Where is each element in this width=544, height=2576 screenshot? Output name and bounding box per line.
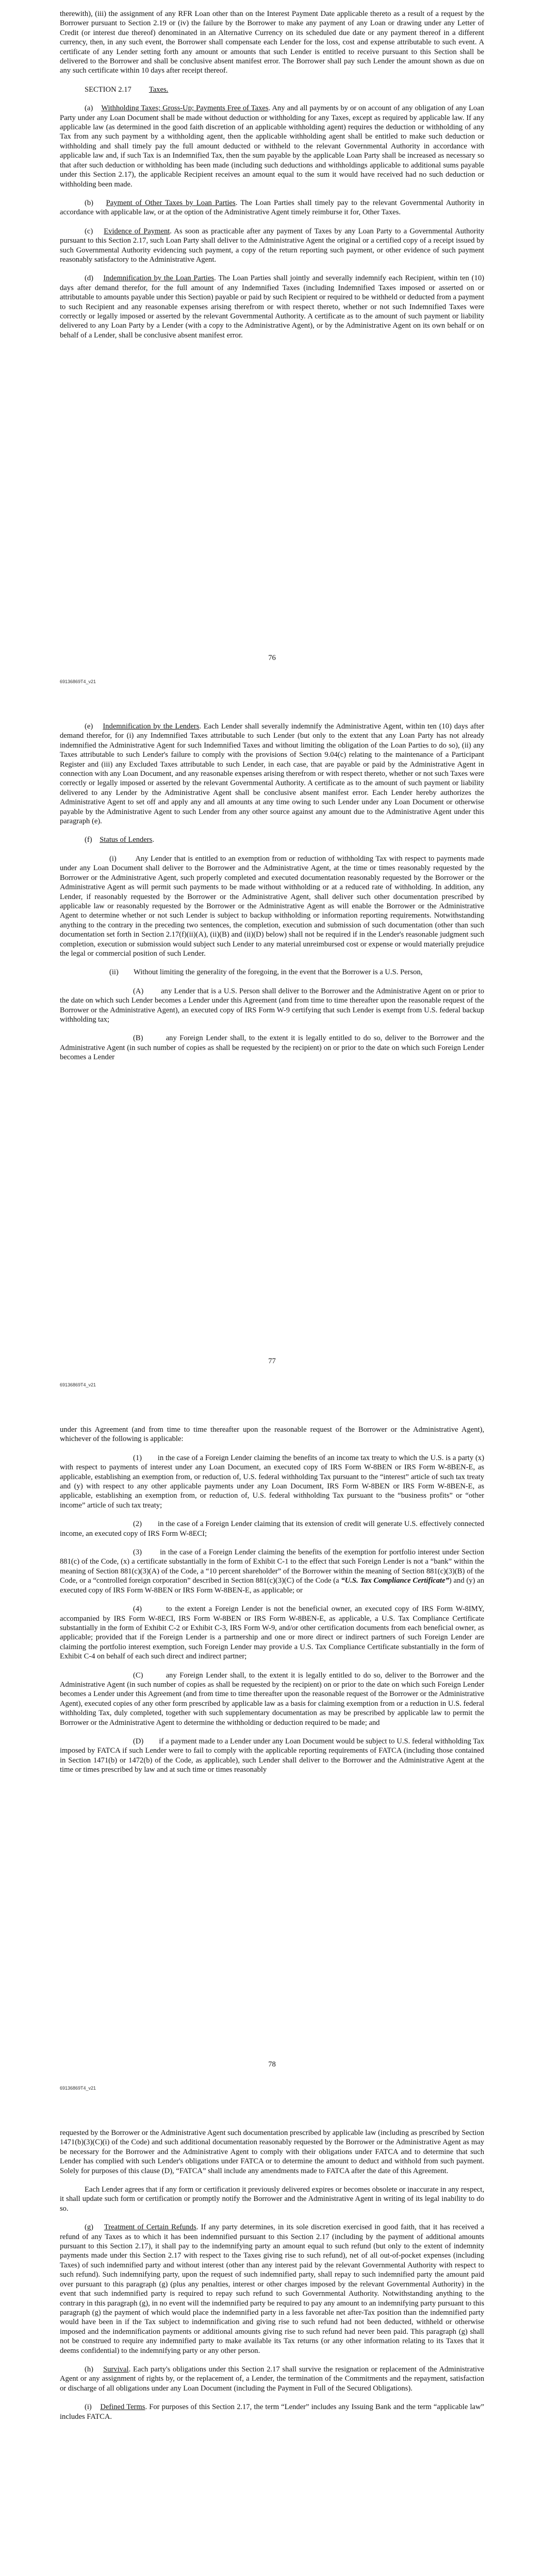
paragraph	[60, 835, 484, 844]
paragraph	[60, 1548, 484, 1595]
clause-label: (f)	[85, 836, 92, 844]
clause-heading: Status of Lenders	[100, 836, 153, 844]
paragraph: under this Agreement (and from time to time thereafter upon the reasonable request of the Borrower or the Administrative Agent), whichever of the following is applicable:	[60, 1426, 484, 1444]
paragraph	[60, 104, 484, 189]
paragraph	[60, 227, 484, 265]
clause-text: any Foreign Lender shall, to the extent it is legally entitled to do so, deliver to the Borrower and the Administrative Agent (in such number of copies as shall be requested by the recipient) on or prior to the date on which such Foreign Lender becomes a Lender under this Agreement (and from time to time thereafter upon the reasonable request of the Borrower or the Administrative Agent), executed copies of any other form prescribed by applicable law as a basis for claiming exemption from or a reduction in U.S. federal withholding Tax, duly completed, together with such supplementary documentation as may be prescribed by applicable law to permit the Borrower or the Administrative Agent to determine the withholding or deduction required to be made; and	[60, 1671, 485, 1727]
paragraph	[60, 2365, 484, 2393]
defined-term: “U.S. Tax Compliance Certificate”	[341, 1577, 449, 1585]
clause-text: to the extent a Foreign Lender is not the beneficial owner, an executed copy of IRS Form W-8IMY, accompanied by IRS Form W-8ECI, IRS Form W-8BEN or IRS Form W-8BEN-E, as applicable, a U.S. Tax Compliance Certificate substantially in the form of Exhibit C-2 or Exhibit C-3, IRS Form W-9, and/or other certification documents from each beneficial owner, as applicable; provided that if the Foreign Lender is a partnership and one or more direct or indirect partners of such Foreign Lender are claiming the portfolio interest exemption, such Foreign Lender may provide a U.S. Tax Compliance Certificate substantially in the form of Exhibit C-4 on behalf of each such direct and indirect partner;	[60, 1605, 484, 1661]
clause-label: (d)	[85, 274, 94, 283]
clause-label: (b)	[85, 198, 94, 207]
paragraph	[60, 198, 484, 217]
document-page	[0, 1406, 544, 2110]
clause-label: (c)	[85, 227, 93, 235]
clause-text: . Each party's obligations under this Section 2.17 shall survive the resignation or replacement of the Administrative Agent or any assignment of rights by, or the replacement of, a Lender, the termination of the Commitments and the repayment, satisfaction or discharge of all obligations under any Loan Document (including the Payment in Full of the Secured Obligations).	[60, 2365, 485, 2393]
clause-text: if a payment made to a Lender under any Loan Document would be subject to U.S. federal withholding Tax imposed by FATCA if such Lender were to fail to comply with the applicable reporting requirements of FATCA (including those contained in Section 1471(b) or 1472(b) of the Code, as applicable), such Lender shall deliver to the Borrower and the Administrative Agent at the time or times prescribed by law and at such time or times reasonably	[60, 1737, 484, 1774]
clause-text: in the case of a Foreign Lender claiming that its extension of credit will generate U.S. effectively connected income, an executed copy of IRS Form W-8ECI;	[60, 1520, 484, 1538]
clause-label: (C)	[133, 1671, 143, 1680]
clause-heading: Indemnification by the Lenders	[103, 722, 200, 731]
document-id: 69136869T4_v21	[60, 679, 96, 684]
document-page	[0, 703, 544, 1406]
clause-text: any Lender that is a U.S. Person shall deliver to the Borrower and the Administrative Agent on or prior to the date on which such Lender becomes a Lender under this Agreement (and from time to time thereafter upon the reasonable request of the Borrower or the Administrative Agent), an executed copy of IRS Form W-9 certifying that such Lender is exempt from U.S. federal backup withholding tax;	[60, 987, 484, 1024]
clause-text: . Any and all payments by or on account of any obligation of any Loan Party under any Loan Document shall be made without deduction or withholding for any Taxes, except as required by applicable law. If any applicable law (as determined in the good faith discretion of an applicable withholding agent) requires the deduction or withholding of any Tax from any such payment by a withholding agent, then the applicable withholding agent shall be entitled to make such deduction or withholding and shall timely pay the full amount deducted or withheld to the relevant Governmental Authority in accordance with applicable law and, if such Tax is an Indemnified Tax, then the sum payable by the applicable Loan Party shall be increased as necessary so that after such deduction or withholding has been made (including such deductions and withholdings applicable to additional sums payable under this Section 2.17), the applicable Recipient receives an amount equal to the sum it would have received had no such deduction or withholding been made.	[60, 104, 485, 189]
clause-label: (a)	[85, 104, 93, 113]
clause-heading: Withholding Taxes; Gross-Up; Payments Free of Taxes	[101, 104, 269, 113]
clause-label: (3)	[133, 1548, 142, 1557]
clause-heading: Treatment of Certain Refunds	[104, 2223, 196, 2232]
clause-heading: Indemnification by the Loan Parties	[103, 274, 215, 283]
paragraph	[60, 1737, 484, 1775]
paragraph: therewith), (iii) the assignment of any RFR Loan other than on the Interest Payment Date applicable thereto as a result of a request by the Borrower pursuant to Section 2.19 or (iv) the failure by the Borrower to make any payment of any Loan or drawing under any Letter of Credit (or interest due thereof) denominated in an Alternative Currency on its scheduled due date or any payment thereof in a different currency, then, in any such event, the Borrower shall compensate each Lender for the loss, cost and expense attributable to such event. A certificate of any Lender setting forth any amount or amounts that such Lender is entitled to receive pursuant to this Section shall be delivered to the Borrower and shall be conclusive absent manifest error. The Borrower shall pay such Lender the amount shown as due on any such certificate within 10 days after receipt thereof.	[60, 10, 484, 75]
paragraph	[60, 2402, 484, 2421]
paragraph	[60, 854, 484, 958]
clause-heading: Payment of Other Taxes by Loan Parties	[106, 198, 236, 207]
page-number: 78	[268, 2060, 276, 2069]
clause-text: ) and (y) an executed copy of IRS Form W-8BEN or IRS Form W-8BEN-E, as applicable; or	[60, 1577, 484, 1595]
page-number: 77	[268, 1357, 276, 1365]
clause-label: (g)	[85, 2223, 94, 2232]
clause-text: in the case of a Foreign Lender claiming the benefits of the exemption for portfolio interest under Section 881(c) of the Code, (x) a certificate substantially in the form of Exhibit C-1 to the effect that such Foreign Lender is not a “bank” within the meaning of Section 881(c)(3)(A) of the Code, a “10 percent shareholder” of the Borrower within the meaning of Section 881(c)(3)(B) of the Code, or a “controlled foreign corporation” described in Section 881(c)(3)(C) of the Code (a	[60, 1548, 484, 1585]
paragraph	[60, 1671, 484, 1727]
clause-text: . Each Lender shall severally indemnify the Administrative Agent, within ten (10) days after demand therefor, for (i) any Indemnified Taxes attributable to such Lender (but only to the extent that any Loan Party has not already indemnified the Administrative Agent for such Indemnified Taxes and without limiting the obligation of the Loan Parties to do so), (ii) any Taxes attributable to such Lender's failure to comply with the provisions of Section 9.04(c) relating to the maintenance of a Participant Register and (iii) any Excluded Taxes attributable to such Lender, in each case, that are payable or paid by the Administrative Agent in connection with any Loan Document, and any reasonable expenses arising therefrom or with respect thereto, whether or not such Taxes were correctly or legally imposed or asserted by the relevant Governmental Authority. A certificate as to the amount of such payment or liability delivered to any Lender by the Administrative Agent shall be conclusive absent manifest error. Each Lender hereby authorizes the Administrative Agent to set off and apply any and all amounts at any time owing to such Lender under any Loan Document or otherwise payable by the Administrative Agent to such Lender from any other source against any amount due to the Administrative Agent under this paragraph (e).	[60, 722, 485, 826]
paragraph	[60, 1604, 484, 1661]
document-page	[0, 0, 544, 703]
clause-label: (D)	[133, 1737, 144, 1745]
section-heading	[60, 85, 484, 94]
paragraph	[60, 722, 484, 826]
section-number: SECTION 2.17	[85, 85, 131, 94]
clause-label: (i)	[85, 2403, 92, 2412]
clause-label: (2)	[133, 1520, 142, 1529]
clause-label: (h)	[85, 2365, 94, 2374]
document-id: 69136869T4_v21	[60, 2086, 96, 2091]
paragraph	[60, 968, 484, 977]
clause-label: (i)	[109, 854, 117, 863]
clause-label: (e)	[85, 722, 93, 731]
clause-text: . As soon as practicable after any payment of Taxes by any Loan Party to a Governmental Authority pursuant to this Section 2.17, such Loan Party shall deliver to the Administrative Agent the original or a certified copy of a receipt issued by such Governmental Authority evidencing such payment, a copy of the return reporting such payment, or other evidence of such payment reasonably satisfactory to the Administrative Agent.	[60, 227, 484, 264]
clause-text: any Foreign Lender shall, to the extent it is legally entitled to do so, deliver to the Borrower and the Administrative Agent (in such number of copies as shall be requested by the recipient) on or prior to the date on which such Foreign Lender becomes a Lender	[60, 1034, 485, 1062]
page-number: 76	[268, 654, 276, 662]
clause-text: in the case of a Foreign Lender claiming the benefits of an income tax treaty to which the U.S. is a party (x) with respect to payments of interest under any Loan Document, an executed copy of IRS Form W-8BEN or IRS Form W-8BEN-E, as applicable, establishing an exemption from, or reduction of, U.S. federal withholding Tax pursuant to the “interest” article of such tax treaty and (y) with respect to any other applicable payments under any Loan Document, IRS Form W-8BEN or IRS Form W-8BEN-E, as applicable, establishing an exemption from, or reduction of, U.S. federal withholding Tax pursuant to the “business profits” or “other income” article of such tax treaty;	[60, 1453, 485, 1510]
paragraph	[60, 1519, 484, 1538]
clause-text: Any Lender that is entitled to an exemption from or reduction of withholding Tax with respect to payments made under any Loan Document shall deliver to the Borrower and the Administrative Agent, at the time or times reasonably requested by the Borrower or the Administrative Agent, such properly completed and executed documentation reasonably requested by the Borrower or the Administrative Agent as will permit such payments to be made without withholding or at a reduced rate of withholding. In addition, any Lender, if reasonably requested by the Borrower or the Administrative Agent, shall deliver such other documentation prescribed by applicable law or reasonably requested by the Borrower or the Administrative Agent as will enable the Borrower or the Administrative Agent to determine whether or not such Lender is subject to backup withholding or information reporting requirements. Notwithstanding anything to the contrary in the preceding two sentences, the completion, execution and submission of such documentation (other than such documentation set forth in Section 2.17(f)(ii)(A), (ii)(B) and (ii)(D) below) shall not be required if in the Lender's reasonable judgment such completion, execution or submission would subject such Lender to any material unreimbursed cost or expense or would materially prejudice the legal or commercial position of such Lender.	[60, 854, 484, 958]
clause-label: (4)	[133, 1605, 142, 1614]
clause-text: .	[152, 836, 154, 844]
clause-heading: Survival	[103, 2365, 129, 2374]
section-title: Taxes.	[149, 85, 169, 94]
clause-text: . The Loan Parties shall jointly and severally indemnify each Recipient, within ten (10) days after demand therefor, for the full amount of any Indemnified Taxes (including Indemnified Taxes imposed or asserted on or attributable to amounts payable under this Section) payable or paid by such Recipient or required to be withheld or deducted from a payment to such Recipient and any reasonable expenses arising therefrom or with respect thereto, whether or not such Indemnified Taxes were correctly or legally imposed or asserted by the relevant Governmental Authority. A certificate as to the amount of such payment or liability delivered to any Loan Party by a Lender (with a copy to the Administrative Agent), or by the Administrative Agent on its own behalf or on behalf of a Lender, shall be conclusive absent manifest error.	[60, 274, 485, 340]
clause-text: . If any party determines, in its sole discretion exercised in good faith, that it has received a refund of any Taxes as to which it has been indemnified pursuant to this Section 2.17 (including by the payment of additional amounts pursuant to this Section 2.17), it shall pay to the indemnifying party an amount equal to such refund (but only to the extent of indemnity payments made under this Section 2.17 with respect to the Taxes giving rise to such refund), net of all out-of-pocket expenses (including Taxes) of such indemnified party and without interest (other than any interest paid by the relevant Governmental Authority with respect to such refund). Such indemnifying party, upon the request of such indemnified party, shall repay to such indemnified party the amount paid over pursuant to this paragraph (g) (plus any penalties, interest or other charges imposed by the relevant Governmental Authority) in the event that such indemnified party is required to repay such refund to such Governmental Authority. Notwithstanding anything to the contrary in this paragraph (g), in no event will the indemnified party be required to pay any amount to an indemnifying party pursuant to this paragraph (g) the payment of which would place the indemnified party in a less favorable net after-Tax position than the indemnified party would have been in if the Tax subject to indemnification and giving rise to such refund had not been deducted, withheld or otherwise imposed and the indemnification payments or additional amounts giving rise to such refund had never been paid. This paragraph (g) shall not be construed to require any indemnified party to make available its Tax returns (or any other information relating to its Taxes that it deems confidential) to the indemnifying party or any other person.	[60, 2223, 484, 2355]
clause-text: . The Loan Parties shall timely pay to the relevant Governmental Authority in accordance with applicable law, or at the option of the Administrative Agent timely reimburse it for, Other Taxes.	[60, 198, 484, 217]
clause-label: (1)	[133, 1453, 142, 1462]
clause-label: (ii)	[109, 968, 119, 977]
document-page	[0, 2110, 544, 2576]
paragraph	[60, 1033, 484, 1062]
paragraph	[60, 1453, 484, 1510]
clause-label: (B)	[133, 1034, 143, 1043]
clause-heading: Evidence of Payment	[104, 227, 170, 235]
clause-text: . For purposes of this Section 2.17, the term “Lender” includes any Issuing Bank and the term “applicable law” includes FATCA.	[60, 2403, 484, 2421]
clause-label: (A)	[133, 987, 144, 995]
document-id: 69136869T4_v21	[60, 1382, 96, 1387]
clause-heading: Defined Terms	[100, 2403, 145, 2412]
paragraph: requested by the Borrower or the Administrative Agent such documentation prescribed by applicable law (including as prescribed by Section 1471(b)(3)(C)(i) of the Code) and such additional documentation reasonably requested by the Borrower or the Administrative Agent as may be necessary for the Borrower and the Administrative Agent to comply with their obligations under FATCA and to determine that such Lender has complied with such Lender's obligations under FATCA or to determine the amount to deduct and withhold from such payment. Solely for purposes of this clause (D), “FATCA” shall include any amendments made to FATCA after the date of this Agreement.	[60, 2129, 484, 2175]
paragraph	[60, 274, 484, 340]
paragraph	[60, 987, 484, 1025]
clause-text: Without limiting the generality of the foregoing, in the event that the Borrower is a U.S. Person,	[134, 968, 423, 977]
paragraph	[60, 2223, 484, 2355]
paragraph: Each Lender agrees that if any form or certification it previously delivered expires or becomes obsolete or inaccurate in any respect, it shall update such form or certification or promptly notify the Borrower and the Administrative Agent in writing of its legal inability to do so.	[60, 2185, 484, 2213]
